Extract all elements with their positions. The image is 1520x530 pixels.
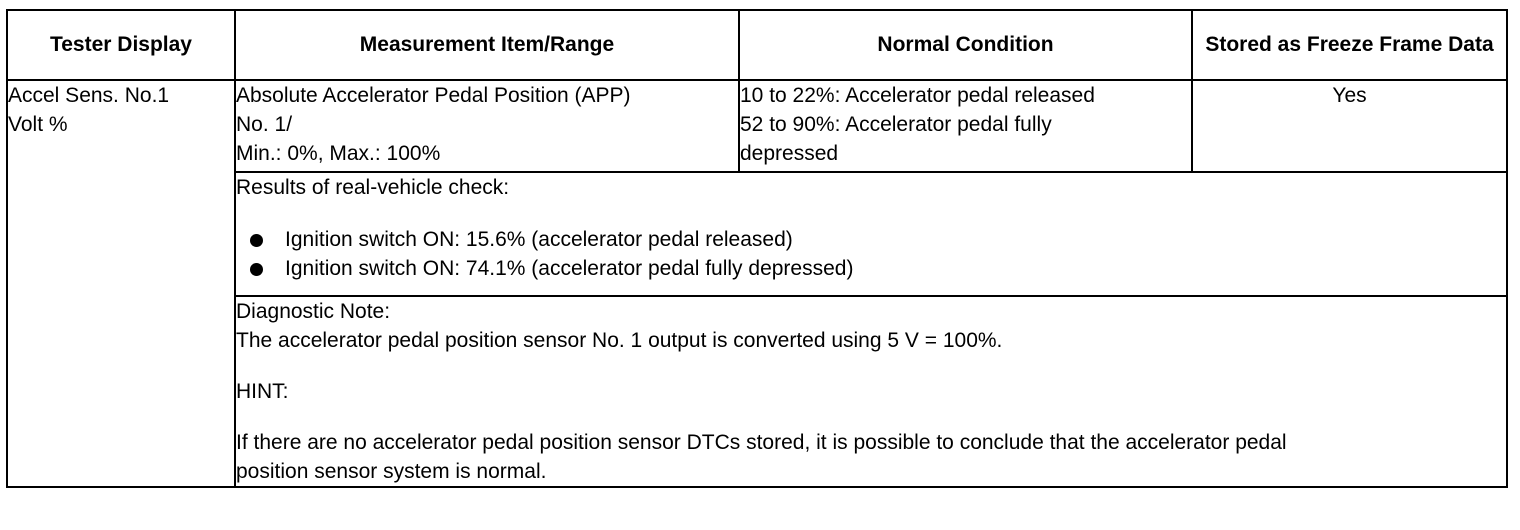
results-cell: [235, 172, 1507, 296]
tester-display-cell: [7, 80, 235, 487]
list-item: [236, 254, 1506, 283]
result-text: Ignition switch ON: 15.6% (accelerator pedal released): [285, 228, 793, 251]
measurement-item-cell: [235, 80, 739, 172]
normal-condition-line: 10 to 22%: Accelerator pedal released: [740, 84, 1095, 107]
header-measurement-item: Measurement Item/Range: [235, 10, 739, 80]
bullet-icon: [250, 234, 263, 247]
bullet-icon: [250, 263, 263, 276]
header-normal-condition: Normal Condition: [739, 10, 1192, 80]
table-row: [7, 80, 1507, 172]
results-heading: Results of real-vehicle check:: [236, 176, 510, 199]
results-list: [236, 225, 1506, 283]
notes-spacer: [236, 406, 1506, 428]
data-list-table: [6, 9, 1508, 488]
measurement-item-line: No. 1/: [236, 113, 293, 136]
diagnostic-note-text: The accelerator pedal position sensor No. 1 output is converted using 5 V = 100%.: [236, 329, 1003, 352]
measurement-item-line: Absolute Accelerator Pedal Position (APP): [236, 84, 631, 107]
freeze-frame-cell: Yes: [1192, 80, 1507, 172]
header-tester-display: Tester Display: [7, 10, 235, 80]
measurement-item-range: Min.: 0%, Max.: 100%: [236, 142, 441, 165]
normal-condition-line: depressed: [740, 142, 839, 165]
header-freeze-frame: Stored as Freeze Frame Data: [1192, 10, 1507, 80]
notes-cell: [235, 296, 1507, 487]
tester-display-line: Accel Sens. No.1: [8, 84, 170, 107]
normal-condition-cell: [739, 80, 1192, 172]
normal-condition-line: 52 to 90%: Accelerator pedal fully: [740, 113, 1052, 136]
hint-text: position sensor system is normal.: [236, 460, 547, 483]
notes-spacer: [236, 355, 1506, 377]
list-item: [236, 225, 1506, 254]
results-spacer: [236, 202, 1506, 225]
result-text: Ignition switch ON: 74.1% (accelerator pedal fully depressed): [285, 257, 854, 280]
tester-display-unit: Volt %: [8, 113, 68, 136]
header-row: [7, 10, 1507, 80]
diagnostic-note-heading: Diagnostic Note:: [236, 300, 391, 323]
hint-heading: HINT:: [236, 380, 289, 403]
hint-text: If there are no accelerator pedal position sensor DTCs stored, it is possible to conclude that the accelerator pedal: [236, 431, 1287, 454]
